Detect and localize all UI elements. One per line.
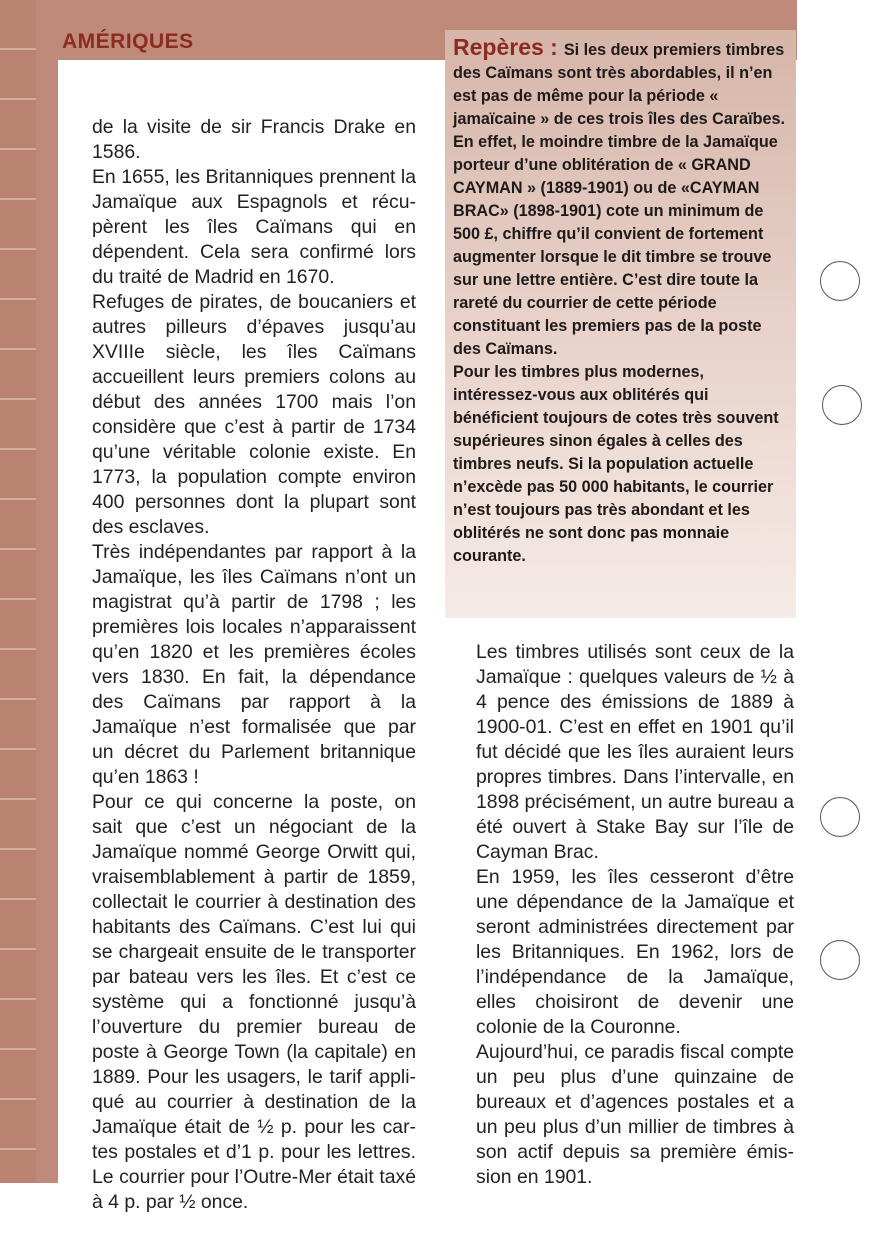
reperes-box [445,30,796,618]
left-paragraph: Refuges de pirates, de boucaniers et autres pilleurs d’épaves jusqu’au XVIIIe siècle, les îles Caïmans accueillent leurs premiers colons au début des années 1700 mais l’on considère que c’est à partir de 1734 qu’une véritable colonie existe. En 1773, la population compte environ 400 personnes dont la plupart sont des esclaves. [92,291,416,538]
left-paragraph: Pour ce qui concerne la poste, on sait que c’est un négociant de la Jamaïque nommé George Orwitt qui, vraisemblablement à partir de 1859, collectait le courrier à destination des habitants des Caïmans. C’est lui qui se chargeait ensuite de le transporter par bateau vers les îles. Et c’est ce système qui a fonctionné jusqu’à l’ouverture du premier bureau de poste à George Town (la capitale) en 1889. Pour les usagers, le tarif appli-qué au courrier à destination de la Jamaïque était de ½ p. pour les car-tes postales et d’1 p. pour les lettres. Le courrier pour l’Outre-Mer était taxé à 4 p. par ½ once. [92,791,416,1213]
reperes-title: Repères : [453,34,558,60]
reperes-text: Si les deux premiers timbres des Caïmans sont très abordables, il n’en est pas de même pour la période « jamaïcaine » de ces trois îles des Caraïbes. En effet, le moindre timbre de la Jamaïque porteur d’une oblitération de « GRAND CAYMAN » (1889-1901) ou de «CAYMAN BRAC» (1898-1901) cote un minimum de 500 £, chiffre qu’il convient de fortement augmenter lorsque le dit timbre se trouve sur une lettre entière. C’est dire toute la rareté du courrier de cette période constituant les premiers pas de la poste des Caïmans. [453,41,786,358]
reperes-paragraph: Pour les timbres plus modernes, intéressez-vous aux oblitérés qui bénéficient toujours de cotes très souvent supérieures sinon égales à celles des timbres neufs. Si la population actuelle n’excède pas 50 000 habitants, le courrier n’est toujours pas très abondant et les oblitérés ne sont donc pas monnaie courante. [453,363,779,565]
binder-hole [820,940,860,980]
left-paragraph: En 1655, les Britanniques prennent la Jamaïque aux Espagnols et récu-pèrent les îles Caïmans qui en dépendent. Cela sera confirmé lors du traité de Madrid en 1670. [92,166,416,288]
right-paragraph: Les timbres utilisés sont ceux de la Jamaïque : quelques valeurs de ½ à 4 pence des émissions de 1889 à 1900-01. C’est en effet en 1901 qu’il fut décidé que les îles auraient leurs propres timbres. Dans l’intervalle, en 1898 précisément, un autre bureau a été ouvert à Stake Bay sur l’île de Cayman Brac. [476,641,795,863]
left-paragraph: Très indépendantes par rapport à la Jamaïque, les îles Caïmans n’ont un magistrat qu’à partir de 1798 ; les premières lois locales n’apparaissent qu’en 1820 et les premières écoles vers 1830. En fait, la dépendance des Caïmans par rapport à la Jamaïque n’est formalisée que par un décret du Parlement britannique qu’en 1863 ! [92,541,416,788]
binder-hole [820,261,860,301]
binder-hole [822,385,862,425]
left-paragraph: de la visite de sir Francis Drake en 1586. [92,116,416,163]
right-paragraph: En 1959, les îles cesseront d’être une dépendance de la Jamaïque et seront administrées directement par les Britanniques. En 1962, lors de l’indépendance de la Jamaïque, elles choisiront de devenir une colonie de la Couronne. [476,866,794,1038]
reperes-first-paragraph [453,36,789,361]
left-column [92,115,416,1215]
binder-hole [820,797,860,837]
reperes-content [453,36,789,568]
right-paragraph: Aujourd’hui, ce paradis fiscal compte un peu plus d’une quinzaine de bureaux et d’agences postales et a un peu plus d’un millier de timbres à son actif depuis sa première émis-sion en 1901. [476,1041,794,1188]
section-title: AMÉRIQUES [62,30,194,53]
right-column [476,640,794,1190]
